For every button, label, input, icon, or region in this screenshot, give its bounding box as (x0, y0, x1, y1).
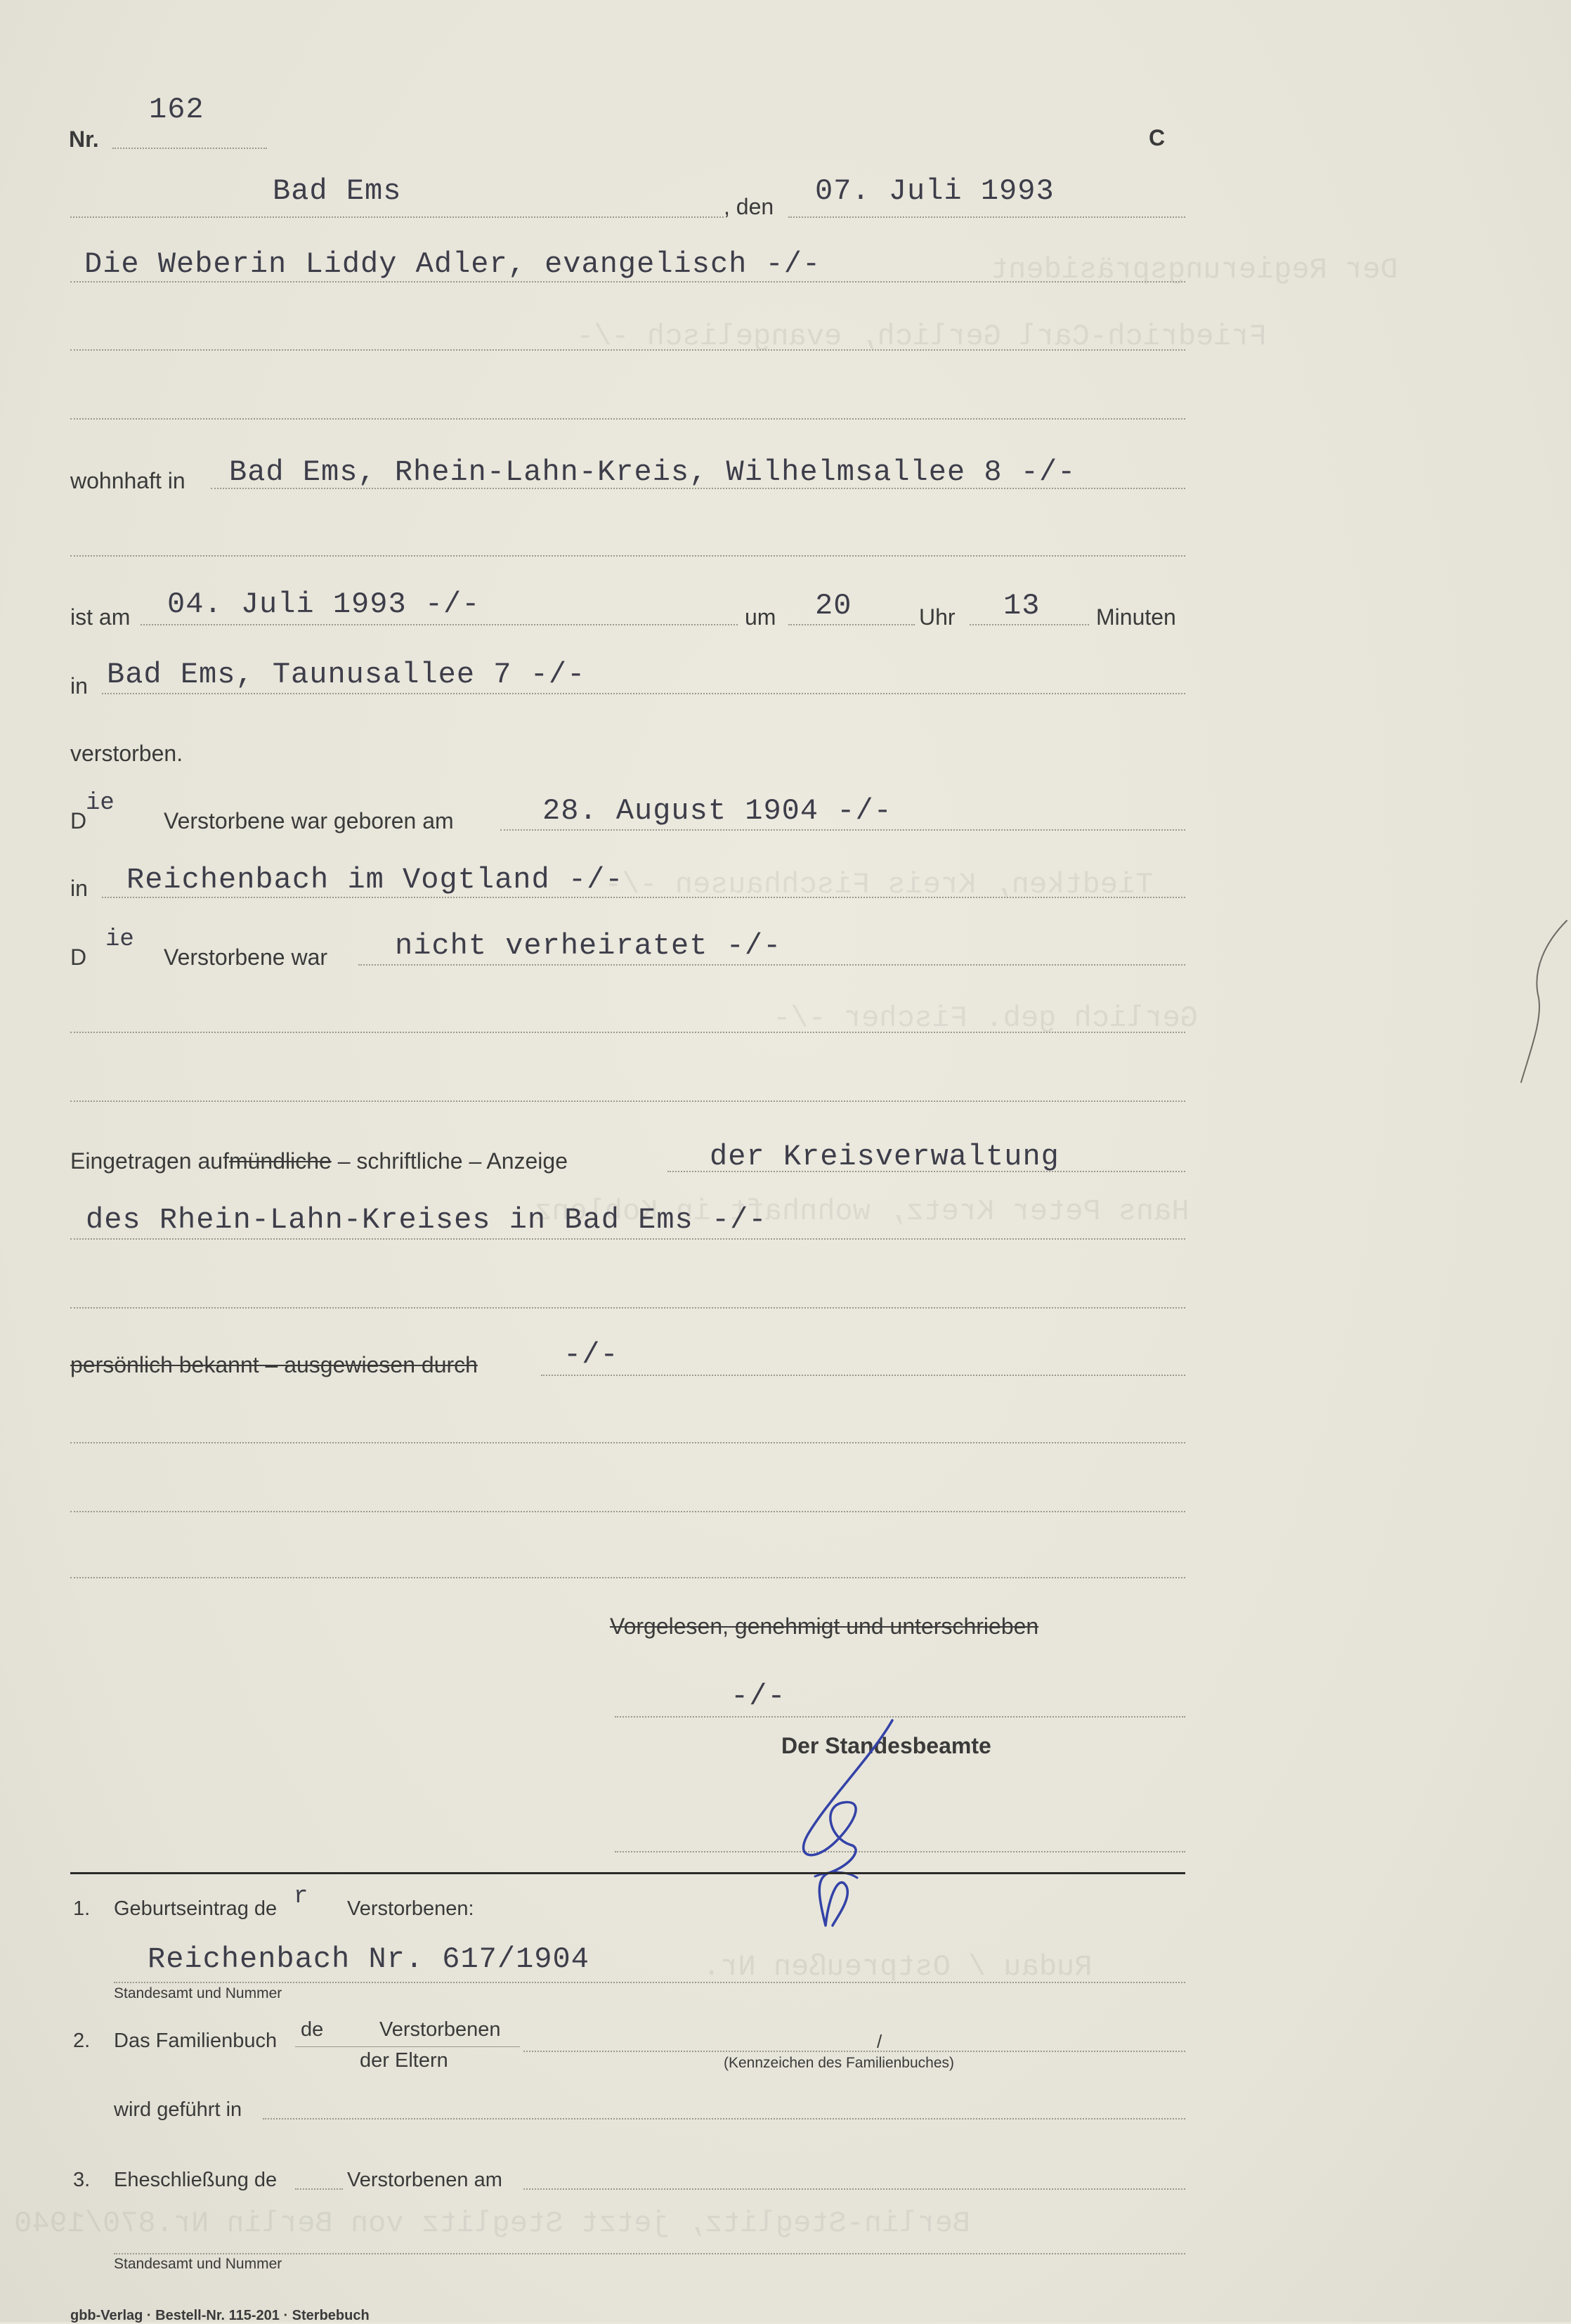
read-approved-label: Vorgelesen, genehmigt und unterschrieben (610, 1614, 1039, 1639)
uhr-label: Uhr (919, 604, 956, 630)
marital-d-label: D (70, 944, 87, 970)
marital-line (358, 964, 1185, 966)
identity-line-2 (70, 1442, 1185, 1443)
official-line (615, 1851, 1185, 1852)
item3-number: 3. (73, 2169, 91, 2191)
marital-line-3 (70, 1101, 1185, 1102)
bleed-through-text: Gerlich geb. Fischer -/- (773, 1001, 1198, 1035)
signature-value: -/- (731, 1680, 786, 1713)
registration-struck-option: mündliche (228, 1148, 332, 1174)
bleed-through-text: Tiedtken, Kreis Fischhausen -/- (604, 868, 1154, 902)
declarant-text: Die Weberin Liddy Adler, evangelisch -/- (84, 247, 821, 281)
um-label: um (745, 604, 776, 630)
hour-line (788, 624, 915, 625)
birth-date: 28. August 1904 -/- (542, 794, 892, 828)
verstorben-label: verstorben. (70, 741, 183, 766)
minute-line (970, 624, 1089, 625)
item3-caption: Standesamt und Nummer (114, 2256, 282, 2272)
item2-b-line (263, 2118, 1185, 2119)
item3-label-a: Eheschließung de (114, 2169, 278, 2191)
registry-date: 07. Juli 1993 (815, 174, 1055, 208)
declarant-line-2 (70, 349, 1185, 351)
bleed-through-text: Friedrich-Carl Gerlich, evangelisch -/- (576, 320, 1267, 353)
item1-line (114, 1982, 1185, 1983)
bleed-through-text: Hans Peter Kretz, wohnhaft in Koblenz (534, 1195, 1189, 1228)
item1-sup: r (294, 1883, 308, 1910)
death-hour: 20 (815, 589, 852, 623)
item2-option-deceased: Verstorbenen (379, 2018, 501, 2041)
death-date: 04. Juli 1993 -/- (167, 588, 481, 621)
identity-label: persönlich bekannt – ausgewiesen durch (70, 1352, 478, 1377)
nr-line (112, 148, 267, 149)
registration-label (70, 1148, 568, 1174)
registration-label-c: – schriftliche – Anzeige (331, 1148, 568, 1174)
identity-value: -/- (563, 1338, 619, 1372)
marital-label: Verstorbene war (164, 944, 328, 970)
date-line (788, 216, 1185, 218)
bleed-through-text: Berlin-Steglitz, jetzt Steglitz von Berlin Nr.870/1940 (14, 2207, 971, 2240)
death-place: Bad Ems, Taunusallee 7 -/- (107, 658, 586, 692)
registration-line-2 (70, 1238, 1185, 1240)
bleed-through-text: Der Regierungspräsident (991, 253, 1398, 287)
item2-option-parents: der Eltern (360, 2049, 448, 2072)
registration-line-3 (70, 1307, 1185, 1309)
declarant-line-1 (70, 281, 1185, 283)
death-minute: 13 (1003, 589, 1041, 623)
item2-b-label: wird geführt in (114, 2098, 242, 2121)
death-place-line (102, 693, 1185, 694)
item3-blank (295, 2188, 343, 2190)
registration-value-1: der Kreisverwaltung (710, 1140, 1060, 1174)
marital-d-suffix: ie (105, 926, 134, 953)
minuten-label: Minuten (1096, 604, 1176, 630)
official-title: Der Standesbeamte (781, 1733, 991, 1758)
corner-letter: C (1149, 125, 1166, 150)
handwritten-signature (787, 1715, 899, 1940)
marital-value: nicht verheiratet -/- (395, 929, 782, 963)
marital-line-2 (70, 1032, 1185, 1033)
registry-place: Bad Ems (273, 174, 402, 208)
item2-caption: (Kennzeichen des Familienbuches) (724, 2055, 955, 2071)
death-in-label: in (70, 673, 88, 699)
item2-number: 2. (73, 2030, 91, 2052)
identity-line-4 (70, 1577, 1185, 1578)
nr-label: Nr. (69, 126, 99, 152)
birth-d-label: D (70, 808, 87, 833)
declarant-line-3 (70, 418, 1185, 420)
identity-line-3 (70, 1511, 1185, 1512)
birth-date-line (500, 829, 1185, 831)
item3-line (523, 2188, 1185, 2190)
item1-label-a: Geburtseintrag de (114, 1897, 278, 1920)
item3-line-2 (114, 2253, 1185, 2254)
section-divider (70, 1872, 1185, 1874)
item1-caption: Standesamt und Nummer (114, 1985, 282, 2001)
item2-option-divider (295, 2046, 520, 2047)
item1-number: 1. (73, 1897, 91, 1920)
item2-slash: / (877, 2031, 882, 2052)
birth-label: Verstorbene war geboren am (164, 808, 454, 833)
item2-label: Das Familienbuch (114, 2030, 278, 2052)
publisher-imprint: gbb-Verlag · Bestell-Nr. 115-201 · Sterbebuch (70, 2308, 370, 2323)
place-line (70, 216, 724, 218)
birth-place: Reichenbach im Vogtland -/- (126, 863, 624, 897)
birth-place-line (102, 897, 1185, 898)
registration-value-2: des Rhein-Lahn-Kreises in Bad Ems -/- (86, 1203, 767, 1237)
birth-d-suffix: ie (86, 790, 115, 817)
ist-am-label: ist am (70, 604, 131, 630)
bleed-through-text: Rudau / Ostpreußen Nr. (703, 1950, 1093, 1984)
identity-line (541, 1375, 1185, 1376)
page-edge-mark (1518, 914, 1571, 1096)
item1-label-b: Verstorbenen: (347, 1897, 474, 1920)
item1-value: Reichenbach Nr. 617/1904 (148, 1942, 589, 1976)
death-date-line (141, 624, 738, 625)
item2-line (523, 2051, 1185, 2052)
registration-label-a: Eingetragen auf (70, 1148, 229, 1174)
nr-value: 162 (149, 93, 204, 126)
birth-in-label: in (70, 876, 88, 901)
item2-de: de (301, 2018, 324, 2041)
den-label: , den (724, 194, 774, 219)
residence-label: wohnhaft in (70, 468, 185, 493)
residence-line-2 (70, 555, 1185, 557)
item3-label-b: Verstorbenen am (347, 2169, 502, 2191)
signature-line (615, 1716, 1185, 1718)
residence-value: Bad Ems, Rhein-Lahn-Kreis, Wilhelmsallee 8 -/- (229, 455, 1076, 489)
